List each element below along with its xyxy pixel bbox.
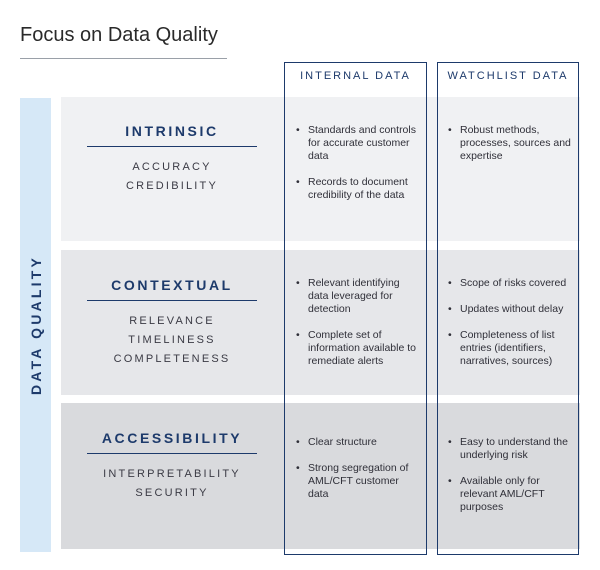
- row-subheading: COMPLETENESS: [113, 353, 231, 365]
- row-subheading: SECURITY: [135, 487, 209, 499]
- bullet-item: • Updates without delay: [448, 303, 574, 316]
- bullet-item: • Records to document credibility of the data: [296, 176, 422, 202]
- cell-intrinsic-internal: [296, 124, 422, 215]
- bullet-item: • Relevant identifying data leveraged for detection: [296, 277, 422, 316]
- row-subheadings-accessibility: [87, 465, 257, 503]
- bullet-item: • Clear structure: [296, 436, 422, 449]
- row-heading-rule: [87, 300, 257, 301]
- cell-contextual-watchlist: [448, 277, 574, 381]
- side-label-data-quality: DATA QUALITY: [27, 254, 44, 396]
- bullet-item: • Easy to understand the underlying risk: [448, 436, 574, 462]
- row-heading-rule: [87, 453, 257, 454]
- page-title: Focus on Data Quality: [20, 24, 218, 46]
- cell-accessibility-watchlist: [448, 436, 574, 527]
- bullet-item: • Available only for relevant AML/CFT purposes: [448, 475, 574, 514]
- column-header-watchlist: WATCHLIST DATA: [447, 70, 569, 82]
- row-subheading: TIMELINESS: [128, 334, 216, 346]
- row-subheading: ACCURACY: [132, 161, 212, 173]
- bullet-item: • Robust methods, processes, sources and expertise: [448, 124, 574, 163]
- row-heading-contextual: CONTEXTUAL: [111, 277, 233, 293]
- bullet-item: • Scope of risks covered: [448, 277, 574, 290]
- cell-contextual-internal: [296, 277, 422, 381]
- bullet-item: • Completeness of list entries (identifiers, narratives, sources): [448, 329, 574, 368]
- row-subheadings-intrinsic: [87, 158, 257, 196]
- column-header-internal: INTERNAL DATA: [300, 70, 411, 82]
- row-subheading: CREDIBILITY: [125, 180, 219, 192]
- bullet-item: • Complete set of information available to remediate alerts: [296, 329, 422, 368]
- bullet-item: • Strong segregation of AML/CFT customer data: [296, 462, 422, 501]
- row-subheadings-contextual: [87, 312, 257, 369]
- cell-intrinsic-watchlist: [448, 124, 574, 176]
- bullet-item: • Standards and controls for accurate customer data: [296, 124, 422, 163]
- row-subheading: RELEVANCE: [129, 315, 215, 327]
- row-subheading: INTERPRETABILITY: [103, 468, 241, 480]
- title-divider: [20, 58, 227, 59]
- row-heading-intrinsic: INTRINSIC: [125, 123, 219, 139]
- cell-accessibility-internal: [296, 436, 422, 514]
- row-heading-accessibility: ACCESSIBILITY: [101, 430, 243, 446]
- row-heading-rule: [87, 146, 257, 147]
